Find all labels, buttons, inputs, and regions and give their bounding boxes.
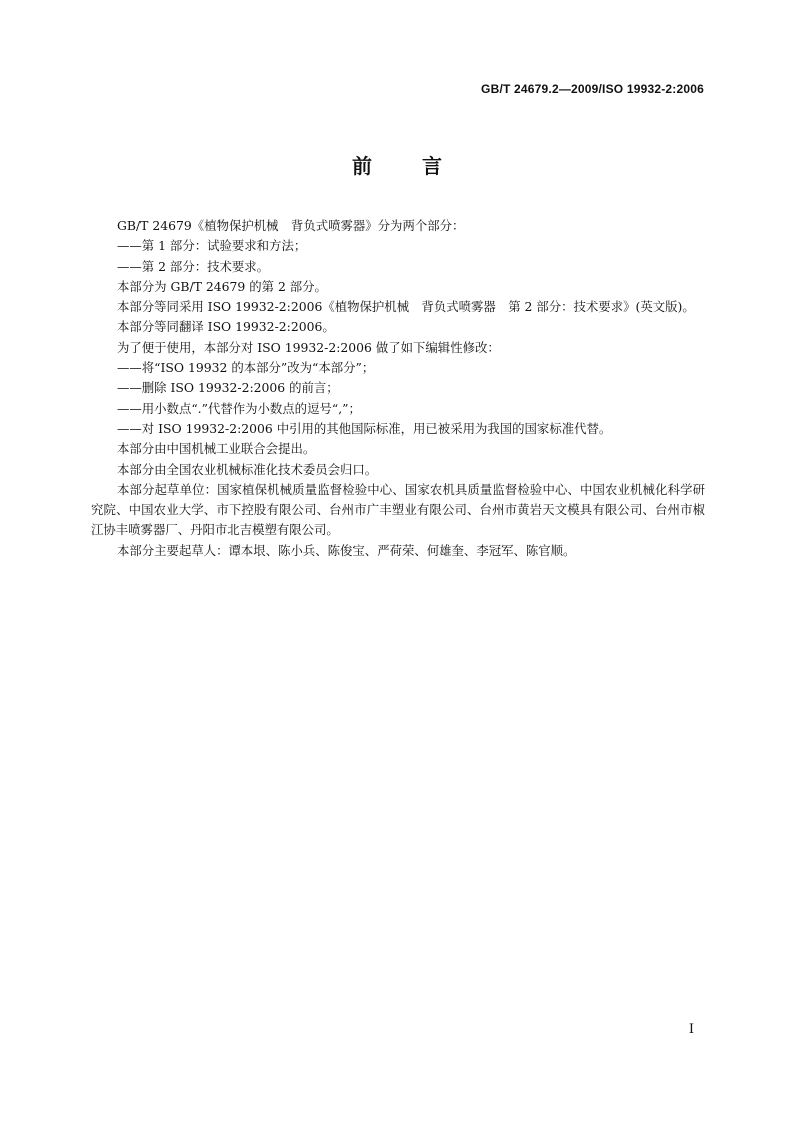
- paragraph-proposed-by: 本部分由中国机械工业联合会提出。: [117, 441, 316, 457]
- paragraph-part-1: ——第 1 部分：试验要求和方法；: [117, 238, 307, 254]
- paragraph-managed-by: 本部分由全国农业机械标准化技术委员会归口。: [117, 461, 378, 477]
- paragraph-this-part: 本部分为 GB/T 24679 的第 2 部分。: [117, 278, 327, 294]
- paragraph-adoption: 本部分等同采用 ISO 19932-2:2006《植物保护机械 背负式喷雾器 第 2 部分：技术要求》(英文版)。: [117, 299, 695, 315]
- paragraph-drafting-units: 本部分起草单位：国家植保机械质量监督检验中心、国家农机具质量监督检验中心、中国农业机械化科学研究院、中国农业大学、市下控股有限公司、台州市广丰塑业有限公司、台州市黄岩天文模具有限公司、台州市椒江协丰喷雾器厂、丹阳市北吉模塑有限公司。: [91, 481, 705, 538]
- paragraph-change-4: ——对 ISO 19932-2:2006 中引用的其他国际标准，用已被采用为我国的国家标准代替。: [117, 420, 612, 436]
- standard-number-header: GB/T 24679.2—2009/ISO 19932-2:2006: [481, 82, 704, 96]
- paragraph-drafters: 本部分主要起草人：谭本垠、陈小兵、陈俊宝、严荷荣、何雄奎、李冠军、陈官顺。: [117, 542, 576, 558]
- page-title: 前言: [352, 154, 492, 178]
- paragraph-part-2: ——第 2 部分：技术要求。: [117, 258, 270, 274]
- paragraph-editorial-changes: 为了便于使用，本部分对 ISO 19932-2:2006 做了如下编辑性修改：: [117, 339, 500, 355]
- foreword-body: [91, 216, 705, 561]
- paragraph-parts-intro: GB/T 24679《植物保护机械 背负式喷雾器》分为两个部分：: [117, 218, 465, 233]
- paragraph-change-1: ——将“ISO 19932 的本部分”改为“本部分”；: [117, 360, 375, 376]
- paragraph-change-3: ——用小数点“.”代替作为小数点的逗号“,”；: [117, 400, 361, 416]
- paragraph-translation: 本部分等同翻译 ISO 19932-2:2006。: [117, 319, 335, 335]
- page-number: I: [688, 1022, 694, 1037]
- paragraph-change-2: ——删除 ISO 19932-2:2006 的前言；: [117, 380, 339, 396]
